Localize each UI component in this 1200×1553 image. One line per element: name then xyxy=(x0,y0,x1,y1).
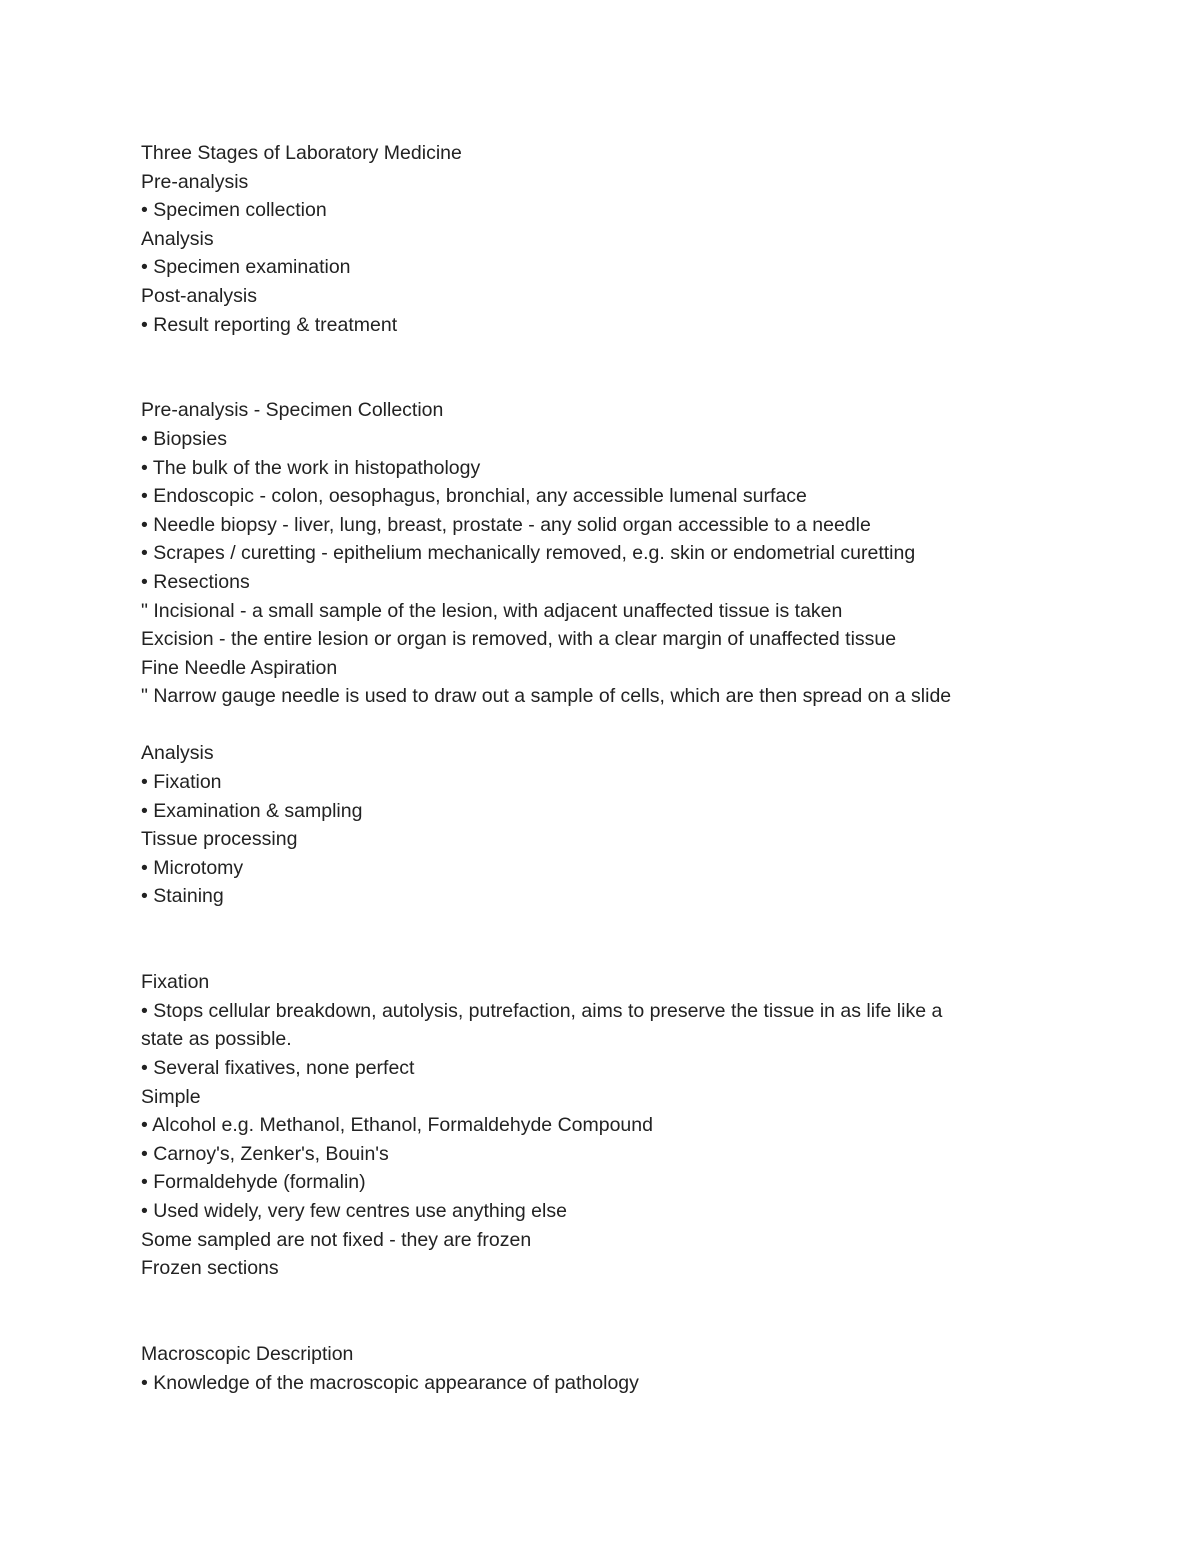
heading-macroscopic: Macroscopic Description xyxy=(141,1342,354,1365)
text-line: Simple xyxy=(141,1085,201,1108)
bullet-line: • Alcohol e.g. Methanol, Ethanol, Formaldehyde Compound xyxy=(141,1114,653,1137)
bullet-line: • Carnoy's, Zenker's, Bouin's xyxy=(141,1142,389,1165)
bullet-line: • Staining xyxy=(141,885,224,908)
bullet-line: • Stops cellular breakdown, autolysis, putrefaction, aims to preserve the tissue in as life like a xyxy=(141,999,943,1022)
bullet-line: • Resections xyxy=(141,570,250,593)
bullet-line: • Used widely, very few centres use anything else xyxy=(141,1199,567,1222)
section-fixation xyxy=(141,968,1141,1283)
bullet-line: • Fixation xyxy=(141,771,222,794)
text-line: " Incisional - a small sample of the lesion, with adjacent unaffected tissue is taken xyxy=(141,599,843,622)
bullet-line: • Formaldehyde (formalin) xyxy=(141,1171,366,1194)
spacer xyxy=(141,711,1141,740)
text-line: Post-analysis xyxy=(141,284,257,307)
heading-three-stages: Three Stages of Laboratory Medicine xyxy=(141,142,462,164)
heading-pre-analysis: Pre-analysis - Specimen Collection xyxy=(141,399,444,422)
spacer xyxy=(141,339,1141,396)
bullet-line: • Specimen examination xyxy=(141,256,351,279)
bullet-line: • Knowledge of the macroscopic appearance of pathology xyxy=(141,1371,639,1394)
bullet-line: • Endoscopic - colon, oesophagus, bronchial, any accessible lumenal surface xyxy=(141,485,807,508)
text-line: Fine Needle Aspiration xyxy=(141,656,338,679)
section-stages xyxy=(141,139,1141,339)
bullet-line: • Microtomy xyxy=(141,856,244,879)
heading-fixation: Fixation xyxy=(141,971,210,994)
bullet-line: • Scrapes / curetting - epithelium mechanically removed, e.g. skin or endometrial curetting xyxy=(141,542,916,565)
bullet-line: • Biopsies xyxy=(141,427,227,450)
bullet-line: • Several fixatives, none perfect xyxy=(141,1057,415,1079)
spacer xyxy=(141,911,1141,968)
spacer xyxy=(141,1283,1141,1340)
bullet-line: • The bulk of the work in histopathology xyxy=(141,456,481,479)
bullet-line: • Examination & sampling xyxy=(141,799,363,822)
text-line: Excision - the entire lesion or organ is removed, with a clear margin of unaffected tissue xyxy=(141,628,897,651)
text-line: Pre-analysis xyxy=(141,170,249,193)
text-line: Some sampled are not fixed - they are frozen xyxy=(141,1228,532,1251)
heading-analysis: Analysis xyxy=(141,742,214,765)
bullet-line: • Needle biopsy - liver, lung, breast, prostate - any solid organ accessible to a needle xyxy=(141,513,871,536)
text-line: Tissue processing xyxy=(141,828,298,851)
text-line: Frozen sections xyxy=(141,1257,279,1280)
section-pre-analysis xyxy=(141,396,1141,711)
text-line: " Narrow gauge needle is used to draw out a sample of cells, which are then spread on a slide xyxy=(141,685,952,708)
bullet-line: • Specimen collection xyxy=(141,199,327,222)
document-page xyxy=(141,139,1141,1397)
bullet-line: • Result reporting & treatment xyxy=(141,313,398,336)
section-macroscopic xyxy=(141,1340,1141,1397)
text-line: Analysis xyxy=(141,227,214,250)
section-analysis xyxy=(141,739,1141,911)
text-line: state as possible. xyxy=(141,1028,292,1051)
